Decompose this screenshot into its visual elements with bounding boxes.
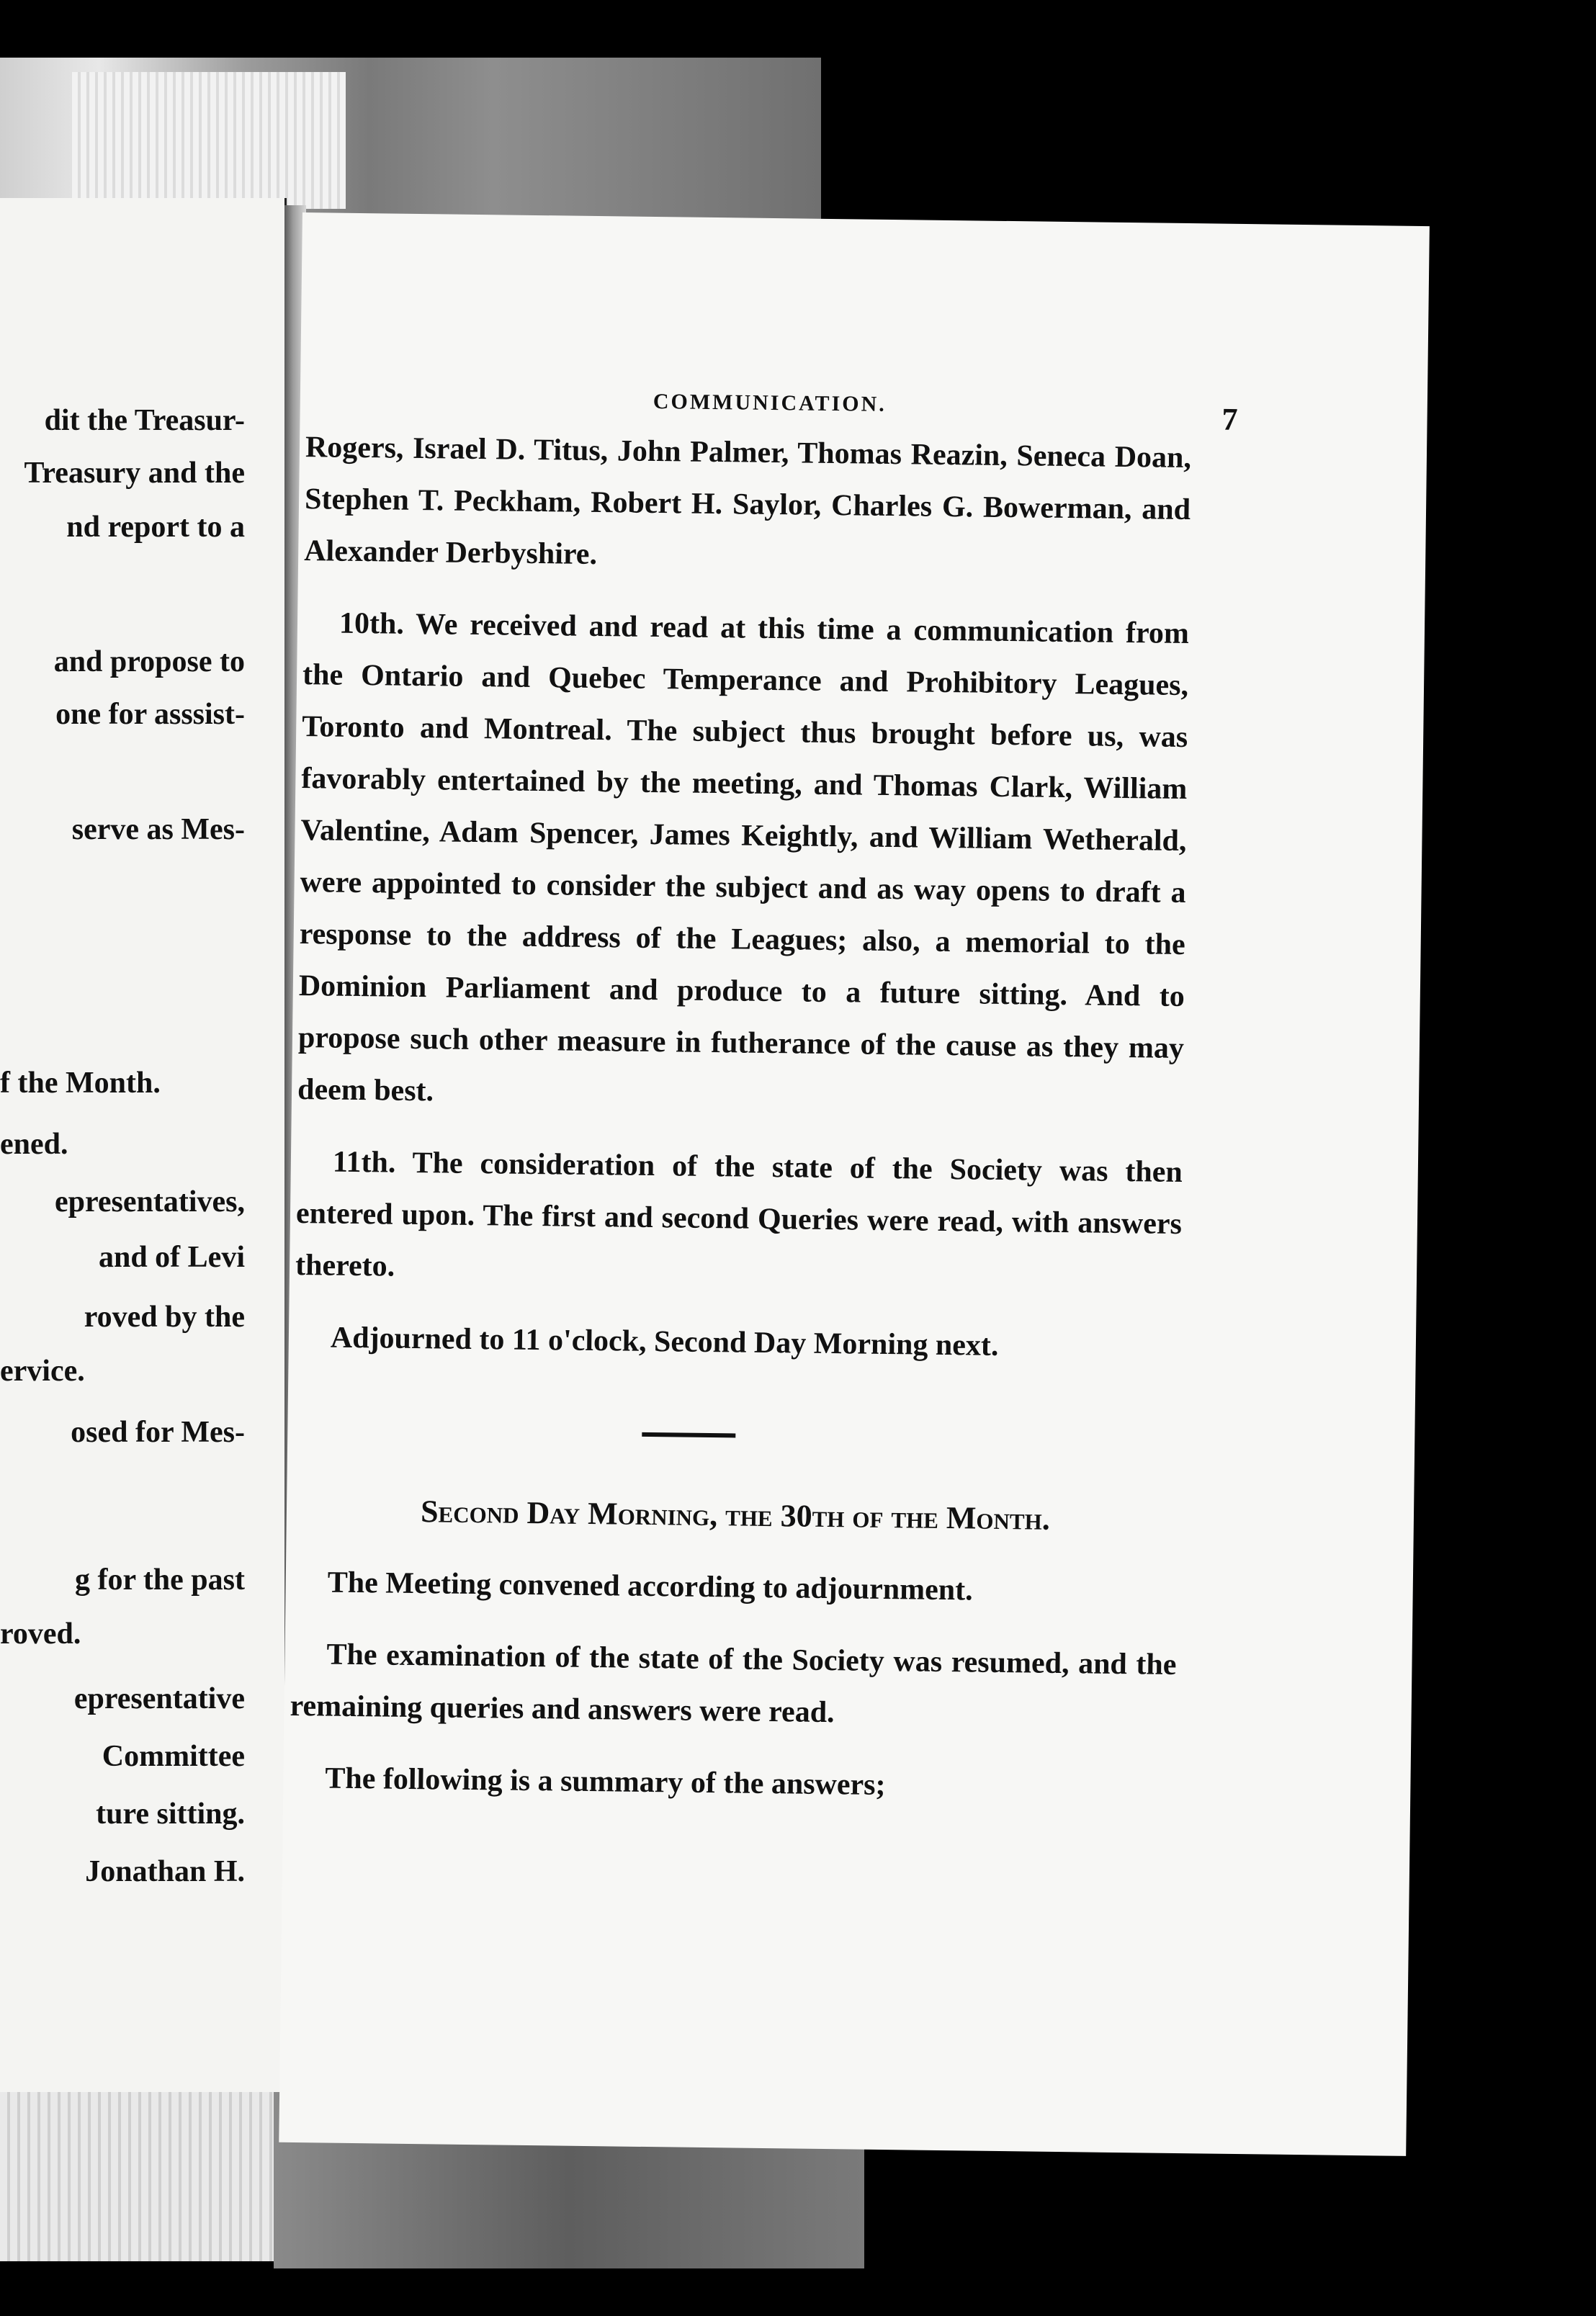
left-page-line: roved by the [84,1301,245,1334]
paragraph-11th: 11th. The consideration of the state of the Society was then entered upon. The first and second Queries were read, with answers thereto. [295,1145,1183,1283]
left-page-line: osed for Mes- [71,1416,245,1449]
section-heading: Second Day Morning, the 30th of the Month. [420,1494,1051,1537]
page-body [289,421,1192,1835]
left-page-line: one for asssist- [55,698,245,731]
left-page-line: ened. [0,1128,68,1161]
left-page-line: epresentative [73,1682,245,1715]
left-page [0,198,287,2092]
paragraph-names-continued: Rogers, Israel D. Titus, John Palmer, Thomas Reazin, Seneca Doan, Stephen T. Peckham, Robert H. Saylor, Charles G. Bowerman, and Alexander Derbyshire. [303,431,1192,572]
section-divider [642,1432,735,1438]
paragraph-10th: 10th. We received and read at this time a communication from the Ontario and Quebec Temperance and Prohibitory Leagues, Toronto and Montreal. The subject thus brought before us, was favorably entertained by the meeting, and Thomas Clark, William Valentine, Adam Spencer, James Keightly, and William Wetherald, were appointed to consider the subject and as way opens to draft a response to the address of the Leagues; also, a memorial to the Dominion Parliament and produce to a future sitting. And to propose such other measure in futherance of the cause as they may deem best. [297,606,1190,1108]
binding-cloth-top [72,72,346,209]
paragraph-adjourned: Adjourned to 11 o'clock, Second Day Morning next. [330,1321,999,1363]
left-page-line: and propose to [53,645,245,678]
left-page-line: ture sitting. [96,1797,245,1831]
paragraph-summary-intro: The following is a summary of the answers; [325,1761,886,1803]
paragraph-convened: The Meeting convened according to adjournment. [327,1566,973,1607]
left-page-line: ervice. [0,1355,85,1388]
paragraph-examination: The examination of the state of the Society was resumed, and the remaining queries and answers were read. [290,1638,1177,1730]
left-page-line: g for the past [74,1563,245,1597]
left-page-line: dit the Treasur- [44,404,245,437]
left-page-line: and of Levi [98,1241,245,1274]
running-head: COMMUNICATION. [653,389,887,416]
page-number: 7 [1221,401,1238,437]
left-page-line: f the Month. [0,1067,161,1100]
right-page [279,212,1430,2156]
left-page-line: roved. [0,1617,81,1651]
left-page-line: nd report to a [66,511,245,544]
left-page-line: epresentatives, [55,1185,245,1218]
left-page-line: serve as Mes- [71,813,245,846]
left-page-line: Treasury and the [24,457,245,490]
left-page-line: Committee [102,1740,245,1773]
left-page-line: Jonathan H. [85,1855,245,1888]
